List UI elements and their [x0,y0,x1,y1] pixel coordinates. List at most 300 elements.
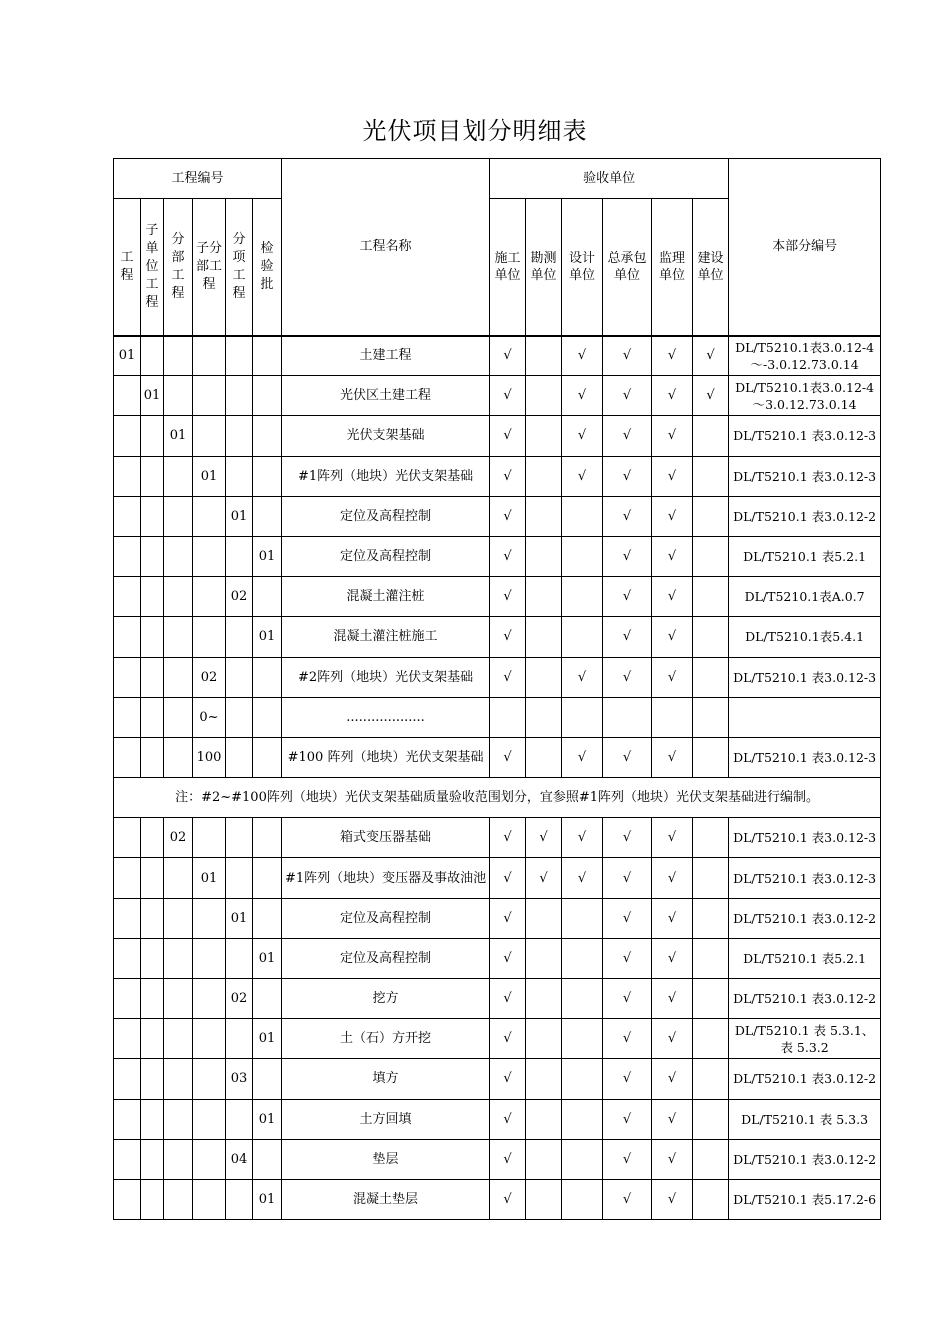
section-code-cell: DL/T5210.1 表3.0.12-3 [729,416,881,456]
check-cell [603,737,652,777]
check-cell [562,536,603,576]
section-code-cell: DL/T5210.1 表3.0.12-2 [729,496,881,536]
check-cell [562,496,603,536]
table-row [114,858,881,898]
section-code-cell: DL/T5210.1表5.4.1 [729,617,881,657]
check-cell [603,858,652,898]
level-code-cell [164,577,193,617]
level-code-cell [226,456,253,496]
section-code-cell: DL/T5210.1 表3.0.12-3 [729,456,881,496]
level-code-cell [253,456,282,496]
check-mark-icon: √ [503,428,512,444]
check-cell [603,1179,652,1219]
level-code-cell [226,336,253,376]
level-code-cell [114,536,141,576]
check-mark-icon: √ [667,870,677,886]
check-mark-icon: √ [539,870,548,886]
check-cell [490,818,526,858]
section-code-cell: DL/T5210.1 表5.2.1 [729,536,881,576]
check-cell [652,496,693,536]
level-code-cell [253,336,282,376]
check-cell [526,657,562,697]
check-cell [693,858,729,898]
check-mark-icon: √ [706,388,715,404]
level-code-cell [193,376,226,416]
check-mark-icon: √ [622,870,632,886]
unit-header-survey: 勘测单位 [526,199,562,336]
level-code-cell [141,898,164,938]
check-cell [562,657,603,697]
level-code-cell: 01 [114,336,141,376]
check-cell [693,336,729,376]
level-code-cell: 01 [253,1179,282,1219]
level-code-cell [226,416,253,456]
check-cell [526,536,562,576]
check-cell [603,536,652,576]
check-cell [562,1139,603,1179]
check-cell [526,1179,562,1219]
section-code-cell: DL/T5210.1 表 5.3.3 [729,1099,881,1139]
level-code-cell [141,536,164,576]
check-cell [652,898,693,938]
project-name-cell: #1阵列（地块）光伏支架基础 [282,456,490,496]
check-mark-icon: √ [667,508,677,524]
level-code-cell [114,456,141,496]
project-name-cell: 定位及高程控制 [282,938,490,978]
check-mark-icon: √ [503,830,512,846]
check-cell [490,536,526,576]
check-mark-icon: √ [667,830,677,846]
check-cell [693,456,729,496]
check-cell [490,657,526,697]
level-code-cell [114,697,141,737]
level-code-cell [114,1019,141,1059]
level-code-cell [253,697,282,737]
project-name-cell: 定位及高程控制 [282,898,490,938]
level-header-division: 分部工程 [164,199,193,336]
level-code-cell [114,1059,141,1099]
project-name-cell: 定位及高程控制 [282,496,490,536]
unit-header-general-contractor: 总承包单位 [603,199,652,336]
level-code-cell [193,1019,226,1059]
check-mark-icon: √ [622,669,632,685]
section-code-cell: DL/T5210.1表3.0.12-4～-3.0.12.73.0.14 [729,336,881,376]
check-cell [526,737,562,777]
level-code-cell [193,1139,226,1179]
table-row [114,1179,881,1219]
table-row [114,536,881,576]
check-mark-icon: √ [503,589,512,605]
check-mark-icon: √ [667,991,677,1007]
check-mark-icon: √ [667,1031,677,1047]
check-cell [526,898,562,938]
table-row [114,818,881,858]
project-code-header: 工程编号 [114,159,282,199]
table-row [114,1099,881,1139]
check-cell [562,979,603,1019]
section-code-cell: DL/T5210.1 表3.0.12-2 [729,898,881,938]
level-code-cell [141,1099,164,1139]
check-mark-icon: √ [622,428,632,444]
check-cell [652,536,693,576]
check-mark-icon: √ [622,830,632,846]
check-cell [562,697,603,737]
level-code-cell [226,938,253,978]
level-code-cell [193,336,226,376]
check-mark-icon: √ [667,348,677,364]
check-cell [562,737,603,777]
check-mark-icon: √ [503,1111,512,1127]
project-name-cell: 定位及高程控制 [282,536,490,576]
check-cell [652,818,693,858]
check-cell [603,697,652,737]
section-code-cell: DL/T5210.1 表3.0.12-3 [729,737,881,777]
check-cell [652,617,693,657]
check-mark-icon: √ [503,1031,512,1047]
check-mark-icon: √ [622,950,632,966]
check-cell [693,1099,729,1139]
check-cell [526,697,562,737]
level-code-cell [226,858,253,898]
level-code-cell [114,818,141,858]
check-mark-icon: √ [667,1151,677,1167]
check-cell [603,1139,652,1179]
level-code-cell [226,657,253,697]
check-cell [490,979,526,1019]
level-code-cell [253,577,282,617]
check-cell [490,1179,526,1219]
level-code-cell [253,979,282,1019]
level-code-cell [193,536,226,576]
level-code-cell [141,1139,164,1179]
check-cell [652,577,693,617]
level-code-cell: 01 [253,617,282,657]
level-code-cell [226,818,253,858]
level-code-cell [164,657,193,697]
check-cell [652,938,693,978]
check-cell [603,456,652,496]
check-mark-icon: √ [622,1031,632,1047]
check-mark-icon: √ [622,508,632,524]
check-cell [603,898,652,938]
note-row [114,778,881,818]
level-code-cell [114,577,141,617]
check-cell [562,376,603,416]
level-code-cell: 02 [164,818,193,858]
level-code-cell [226,617,253,657]
table-row [114,617,881,657]
check-cell [693,979,729,1019]
check-cell [603,818,652,858]
level-code-cell [164,737,193,777]
level-code-cell: 03 [226,1059,253,1099]
project-name-cell: 填方 [282,1059,490,1099]
check-cell [652,697,693,737]
page-title: 光伏项目划分明细表 [362,117,588,145]
level-code-cell: 01 [253,536,282,576]
level-code-cell [193,1099,226,1139]
check-cell [490,1099,526,1139]
level-code-cell [226,376,253,416]
check-cell [652,376,693,416]
check-cell [562,336,603,376]
level-code-cell [193,898,226,938]
level-code-cell [253,1139,282,1179]
level-code-cell [141,938,164,978]
project-name-cell: ................... [282,697,490,737]
section-code-cell: DL/T5210.1 表3.0.12-3 [729,858,881,898]
level-code-cell [226,697,253,737]
check-mark-icon: √ [577,428,587,444]
level-code-cell [141,617,164,657]
check-mark-icon: √ [577,870,587,886]
project-name-cell: #100 阵列（地块）光伏支架基础 [282,737,490,777]
project-name-cell: 土建工程 [282,336,490,376]
level-code-cell [164,979,193,1019]
check-cell [693,617,729,657]
level-code-cell: 01 [141,376,164,416]
check-cell [526,336,562,376]
check-cell [526,376,562,416]
table-row [114,416,881,456]
check-cell [526,577,562,617]
level-code-cell [141,1059,164,1099]
check-cell [562,858,603,898]
check-cell [652,1059,693,1099]
level-code-cell: 01 [253,1019,282,1059]
acceptance-units-header: 验收单位 [490,159,729,199]
level-code-cell [164,1019,193,1059]
table-row [114,336,881,376]
check-cell [693,737,729,777]
check-cell [526,1099,562,1139]
level-code-cell [164,1059,193,1099]
section-code-cell: DL/T5210.1 表5.2.1 [729,938,881,978]
level-code-cell [253,737,282,777]
level-code-cell [114,376,141,416]
check-cell [603,496,652,536]
section-code-cell: DL/T5210.1 表3.0.12-3 [729,818,881,858]
check-mark-icon: √ [622,910,632,926]
level-code-cell [193,818,226,858]
level-code-cell [141,336,164,376]
table-row [114,577,881,617]
level-code-cell: 02 [226,577,253,617]
check-mark-icon: √ [503,508,512,524]
unit-header-supervision: 监理单位 [652,199,693,336]
level-code-cell [141,456,164,496]
level-code-cell: 01 [193,456,226,496]
check-cell [562,1059,603,1099]
check-cell [693,1059,729,1099]
level-code-cell [114,657,141,697]
level-code-cell [164,536,193,576]
level-code-cell [253,1059,282,1099]
check-cell [526,1139,562,1179]
check-mark-icon: √ [622,629,632,645]
section-code-header: 本部分编号 [729,159,881,336]
check-cell [490,697,526,737]
check-cell [526,456,562,496]
level-code-cell [193,938,226,978]
section-code-cell: DL/T5210.1 表3.0.12-2 [729,1139,881,1179]
table-row [114,979,881,1019]
section-code-cell: DL/T5210.1 表3.0.12-3 [729,657,881,697]
check-cell [562,577,603,617]
level-code-cell [253,657,282,697]
check-cell [603,416,652,456]
project-name-cell: 光伏区土建工程 [282,376,490,416]
table-row [114,1019,881,1059]
level-code-cell [226,1019,253,1059]
level-code-cell [226,1099,253,1139]
level-header-item: 分项工程 [226,199,253,336]
project-name-cell: 挖方 [282,979,490,1019]
check-mark-icon: √ [667,388,677,404]
check-mark-icon: √ [667,629,677,645]
table-row [114,496,881,536]
level-code-cell: 04 [226,1139,253,1179]
level-code-cell [164,496,193,536]
level-code-cell: 01 [253,1099,282,1139]
check-mark-icon: √ [503,468,512,484]
check-cell [562,1099,603,1139]
check-mark-icon: √ [503,669,512,685]
check-mark-icon: √ [503,910,512,926]
unit-header-owner: 建设单位 [693,199,729,336]
unit-header-construction: 施工单位 [490,199,526,336]
level-code-cell [141,818,164,858]
table-row [114,376,881,416]
check-cell [652,416,693,456]
table-row [114,898,881,938]
level-code-cell [114,1099,141,1139]
check-cell [526,416,562,456]
check-mark-icon: √ [503,1071,512,1087]
check-mark-icon: √ [577,669,587,685]
check-cell [652,456,693,496]
section-code-cell: DL/T5210.1 表 5.3.1、表 5.3.2 [729,1019,881,1059]
check-mark-icon: √ [622,1071,632,1087]
check-mark-icon: √ [667,669,677,685]
check-cell [490,577,526,617]
level-code-cell [164,1179,193,1219]
table-row [114,737,881,777]
check-mark-icon: √ [577,830,587,846]
level-code-cell [226,536,253,576]
section-code-cell: DL/T5210.1表A.0.7 [729,577,881,617]
level-code-cell [114,1179,141,1219]
level-code-cell [226,737,253,777]
level-code-cell [114,898,141,938]
level-code-cell [164,858,193,898]
level-code-cell: 01 [226,496,253,536]
level-code-cell [114,416,141,456]
level-code-cell [193,577,226,617]
level-code-cell [114,496,141,536]
check-cell [490,938,526,978]
level-code-cell: 0~ [193,697,226,737]
level-code-cell [253,818,282,858]
check-mark-icon: √ [577,348,587,364]
level-code-cell: 100 [193,737,226,777]
check-mark-icon: √ [667,950,677,966]
check-mark-icon: √ [622,991,632,1007]
level-code-cell [114,858,141,898]
check-cell [490,617,526,657]
check-cell [562,898,603,938]
check-cell [652,737,693,777]
check-cell [562,617,603,657]
unit-header-design: 设计单位 [562,199,603,336]
check-cell [562,416,603,456]
header-row-1 [114,159,881,199]
project-name-cell: 混凝土垫层 [282,1179,490,1219]
project-name-cell: 土方回填 [282,1099,490,1139]
level-code-cell: 02 [193,657,226,697]
check-mark-icon: √ [667,589,677,605]
level-code-cell [141,858,164,898]
level-code-cell: 01 [164,416,193,456]
section-code-cell: DL/T5210.1 表5.17.2-6 [729,1179,881,1219]
check-mark-icon: √ [667,428,677,444]
level-header-inspection-lot: 检验批 [253,199,282,336]
level-header-project: 工程 [114,199,141,336]
level-code-cell: 01 [226,898,253,938]
check-cell [652,858,693,898]
level-code-cell [193,979,226,1019]
level-code-cell [114,1139,141,1179]
level-code-cell [164,617,193,657]
check-cell [490,1139,526,1179]
check-mark-icon: √ [503,1192,512,1208]
check-cell [526,818,562,858]
level-code-cell: 01 [193,858,226,898]
level-code-cell [226,1179,253,1219]
check-mark-icon: √ [622,468,632,484]
check-cell [490,737,526,777]
check-cell [490,416,526,456]
project-name-cell: 混凝土灌注桩 [282,577,490,617]
check-cell [603,577,652,617]
check-mark-icon: √ [503,870,512,886]
check-mark-icon: √ [667,749,677,765]
project-name-header: 工程名称 [282,159,490,336]
check-cell [603,938,652,978]
section-code-cell [729,697,881,737]
check-cell [490,456,526,496]
check-cell [562,1019,603,1059]
check-cell [490,1059,526,1099]
check-cell [693,938,729,978]
level-code-cell [253,858,282,898]
check-cell [693,376,729,416]
check-mark-icon: √ [667,1192,677,1208]
check-cell [526,496,562,536]
level-code-cell [164,938,193,978]
level-code-cell [141,1019,164,1059]
level-code-cell [141,577,164,617]
level-code-cell [141,697,164,737]
check-cell [490,1019,526,1059]
check-cell [603,1099,652,1139]
level-code-cell [193,1179,226,1219]
level-code-cell [114,737,141,777]
section-code-cell: DL/T5210.1 表3.0.12-2 [729,979,881,1019]
table-row [114,697,881,737]
check-cell [693,1179,729,1219]
check-cell [603,1019,652,1059]
